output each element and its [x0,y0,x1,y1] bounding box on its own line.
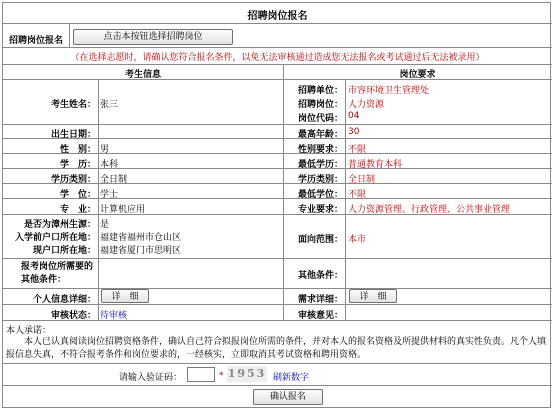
gender-value: 男 [100,145,110,155]
edu-type-label: 学历类别： [50,175,96,185]
divider [3,64,552,65]
scope-value: 本市 [348,235,367,245]
edu-type-value: 全日制 [100,175,128,185]
origin-value: 福建省福州市仓山区 [100,233,182,243]
personal-detail-label: 个人信息详细： [32,295,96,305]
min-edu-value: 普通教育本科 [348,160,403,170]
divider [3,363,552,364]
confirm-register-button[interactable]: 确认报名 [253,389,323,405]
other-conditions-label: 报考岗位所需要的其他条件： [21,262,94,285]
captcha-input[interactable] [187,367,215,382]
divider [3,138,552,139]
divider [3,304,552,305]
major-req-value: 人力资源管理、行政管理、公共事业管理 [348,205,511,215]
edu-type-req-value: 全日制 [348,175,376,185]
post-label: 招聘岗位： [297,100,343,110]
name-label: 考生姓名： [50,100,96,110]
commitment-text-line2: 报信息失真，不符合报考条件和岗位要求的，一经核实，立即取消其考试资格和聘用资格。 [6,350,367,360]
registration-form [2,2,551,408]
gender-req-label: 性别要求： [297,145,343,155]
unit-value: 市容环境卫生管理处 [348,86,430,96]
divider [3,183,552,184]
review-opinion-label: 审核意见： [297,311,343,321]
max-age-label: 最高年龄： [297,130,343,140]
current-residence-label: 现户口所在地： [32,246,96,256]
divider [69,23,70,47]
degree-label: 学 位： [59,190,96,200]
scope-label: 面向范围： [297,235,343,245]
birth-label: 出生日期： [50,130,96,140]
need-detail-label: 需求详细： [297,295,343,305]
refresh-captcha-link[interactable]: 刷新数字 [273,373,310,383]
divider [283,64,284,320]
post-value: 人力资源 [348,100,385,110]
divider [3,124,552,125]
min-degree-label: 最低学位： [297,190,343,200]
other-req-label: 其他条件： [297,271,343,281]
personal-detail-button[interactable]: 详 细 [101,289,149,303]
position-apply-label: 招聘岗位报名 [9,36,64,46]
gender-req-value: 不限 [348,145,367,155]
zhangzhou-label: 是否为漳州生源： [23,220,96,230]
min-degree-value: 不限 [348,190,367,200]
candidate-header: 考生信息 [124,70,161,80]
need-detail-button[interactable]: 详 细 [349,289,397,303]
captcha-image: 1953 [227,367,267,380]
notice-text: （在选择志愿时，请确认您符合报名条件，以免无法审核通过造成您无法报名或考试通过后无法被录用） [70,53,485,63]
divider [98,79,99,320]
captcha-label: 请输入验证码： [119,373,183,383]
divider [3,23,552,24]
commitment-text-line1: 本人已认真阅读岗位招聘资格条件，确认自己符合拟报岗位所需的条件，并对本人的报名资格及所提供材料的真实性负责。凡个人填 [24,337,547,347]
divider [3,258,552,259]
divider [3,79,552,80]
position-header: 岗位要求 [399,70,436,80]
divider [3,385,552,386]
divider [3,47,552,48]
origin-label: 入学前户口所在地： [14,233,96,243]
divider [3,168,552,169]
divider [3,320,552,321]
min-edu-label: 最低学历： [297,160,343,170]
required-star: * [219,371,224,381]
education-label: 学 历： [59,160,96,170]
education-value: 本科 [100,160,119,170]
degree-value: 学士 [100,190,119,200]
major-label: 专 业： [59,205,96,215]
max-age-value: 30 [348,127,360,137]
unit-label: 招聘单位： [297,86,343,96]
code-label: 岗位代码： [297,114,343,124]
gender-label: 性 别： [59,145,96,155]
page-title: 招聘岗位报名 [247,11,308,22]
select-position-button[interactable]: 点击本按钮选择招聘岗位 [73,29,233,45]
review-status-value: 待审核 [100,311,128,321]
divider [3,153,552,154]
divider [3,198,552,199]
divider [3,214,552,215]
edu-type-req-label: 学历类别： [297,175,343,185]
code-value: 04 [348,111,360,121]
major-req-label: 专业要求： [297,205,343,215]
commitment-title: 本人承诺： [6,326,52,336]
major-value: 计算机应用 [100,205,146,215]
divider [3,288,552,289]
name-value: 张三 [100,100,119,110]
current-residence-value: 福建省厦门市思明区 [100,246,182,256]
zhangzhou-value: 是 [100,220,110,230]
divider [345,79,346,320]
review-status-label: 审核状态： [50,311,96,321]
